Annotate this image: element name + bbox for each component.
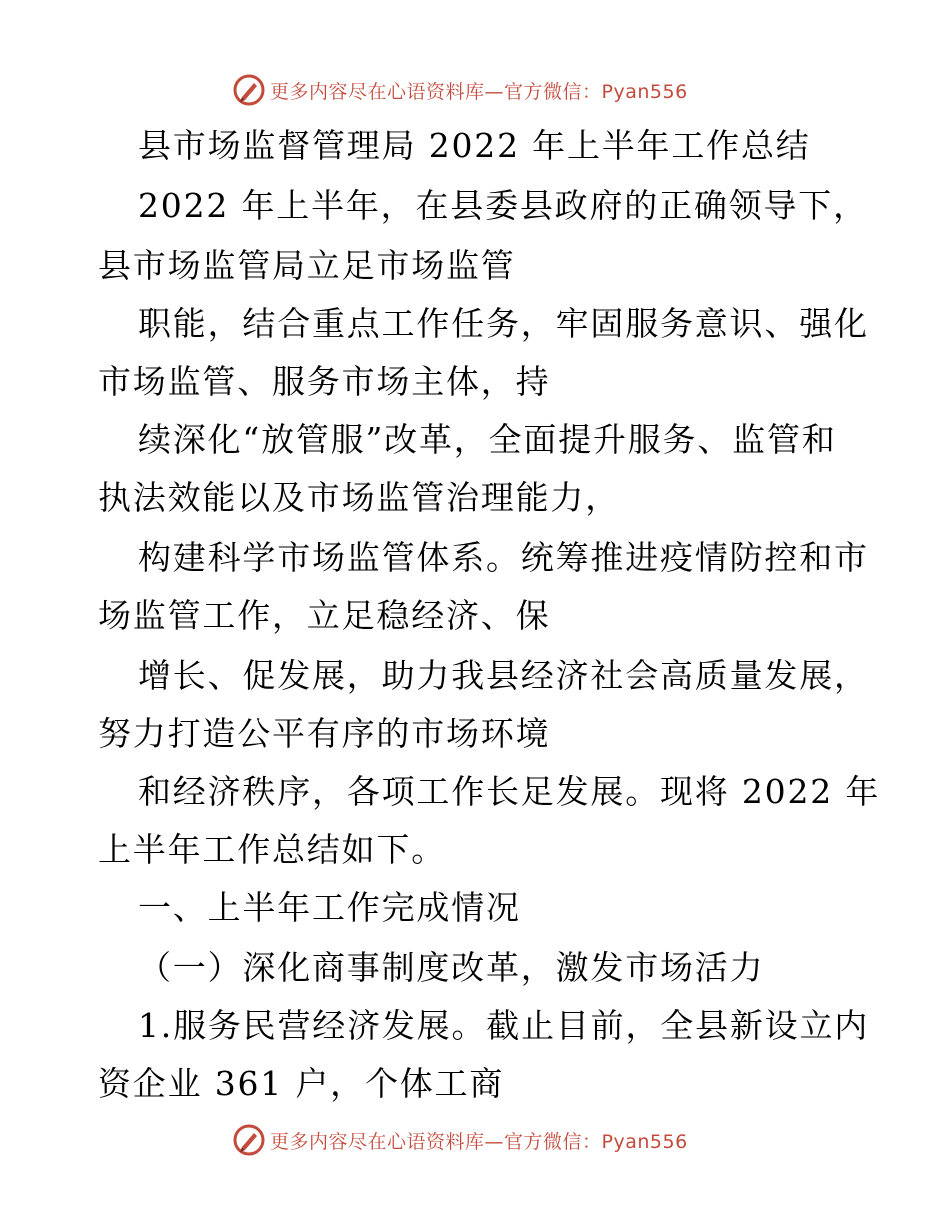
paragraph-line: 场监管工作，立足稳经济、保 xyxy=(98,596,551,635)
paragraph-line: 增长、促发展，助力我县经济社会高质量发展， xyxy=(138,656,869,695)
section-heading: 一、上半年工作完成情况 xyxy=(138,888,521,927)
footer-watermark-text: 更多内容尽在心语资料库—官方微信：Pyan556 xyxy=(270,1130,688,1153)
paragraph-line: 续深化“放管服”改革，全面提升服务、监管和 xyxy=(138,420,837,459)
paragraph-line: 县市场监管局立足市场监管 xyxy=(98,246,516,285)
footer-watermark-banner xyxy=(232,1122,688,1158)
paragraph-line: 努力打造公平有序的市场环境 xyxy=(98,714,551,753)
subsection-heading: （一）深化商事制度改革，激发市场活力 xyxy=(138,948,765,987)
paragraph-line: 执法效能以及市场监管治理能力， xyxy=(98,478,620,517)
paragraph-line: 和经济秩序，各项工作长足发展。现将 2022 年 xyxy=(138,772,881,811)
paragraph-line: 市场监管、服务市场主体，持 xyxy=(98,362,551,401)
paragraph-line: 2022 年上半年，在县委县政府的正确领导下， xyxy=(138,186,868,225)
paragraph-line: 1.服务民营经济发展。截止目前，全县新设立内 xyxy=(138,1006,870,1045)
document-title: 县市场监督管理局 2022 年上半年工作总结 xyxy=(138,126,811,165)
paragraph-line: 资企业 361 户，个体工商 xyxy=(98,1064,505,1103)
logo-pen-icon xyxy=(232,1123,266,1157)
logo-pen-icon xyxy=(232,73,266,107)
paragraph-line: 构建科学市场监管体系。统筹推进疫情防控和市 xyxy=(138,538,869,577)
header-watermark-text: 更多内容尽在心语资料库—官方微信：Pyan556 xyxy=(270,80,688,103)
header-watermark-banner xyxy=(232,72,688,108)
paragraph-line: 上半年工作总结如下。 xyxy=(98,830,446,869)
paragraph-line: 职能，结合重点工作任务，牢固服务意识、强化 xyxy=(138,304,869,343)
